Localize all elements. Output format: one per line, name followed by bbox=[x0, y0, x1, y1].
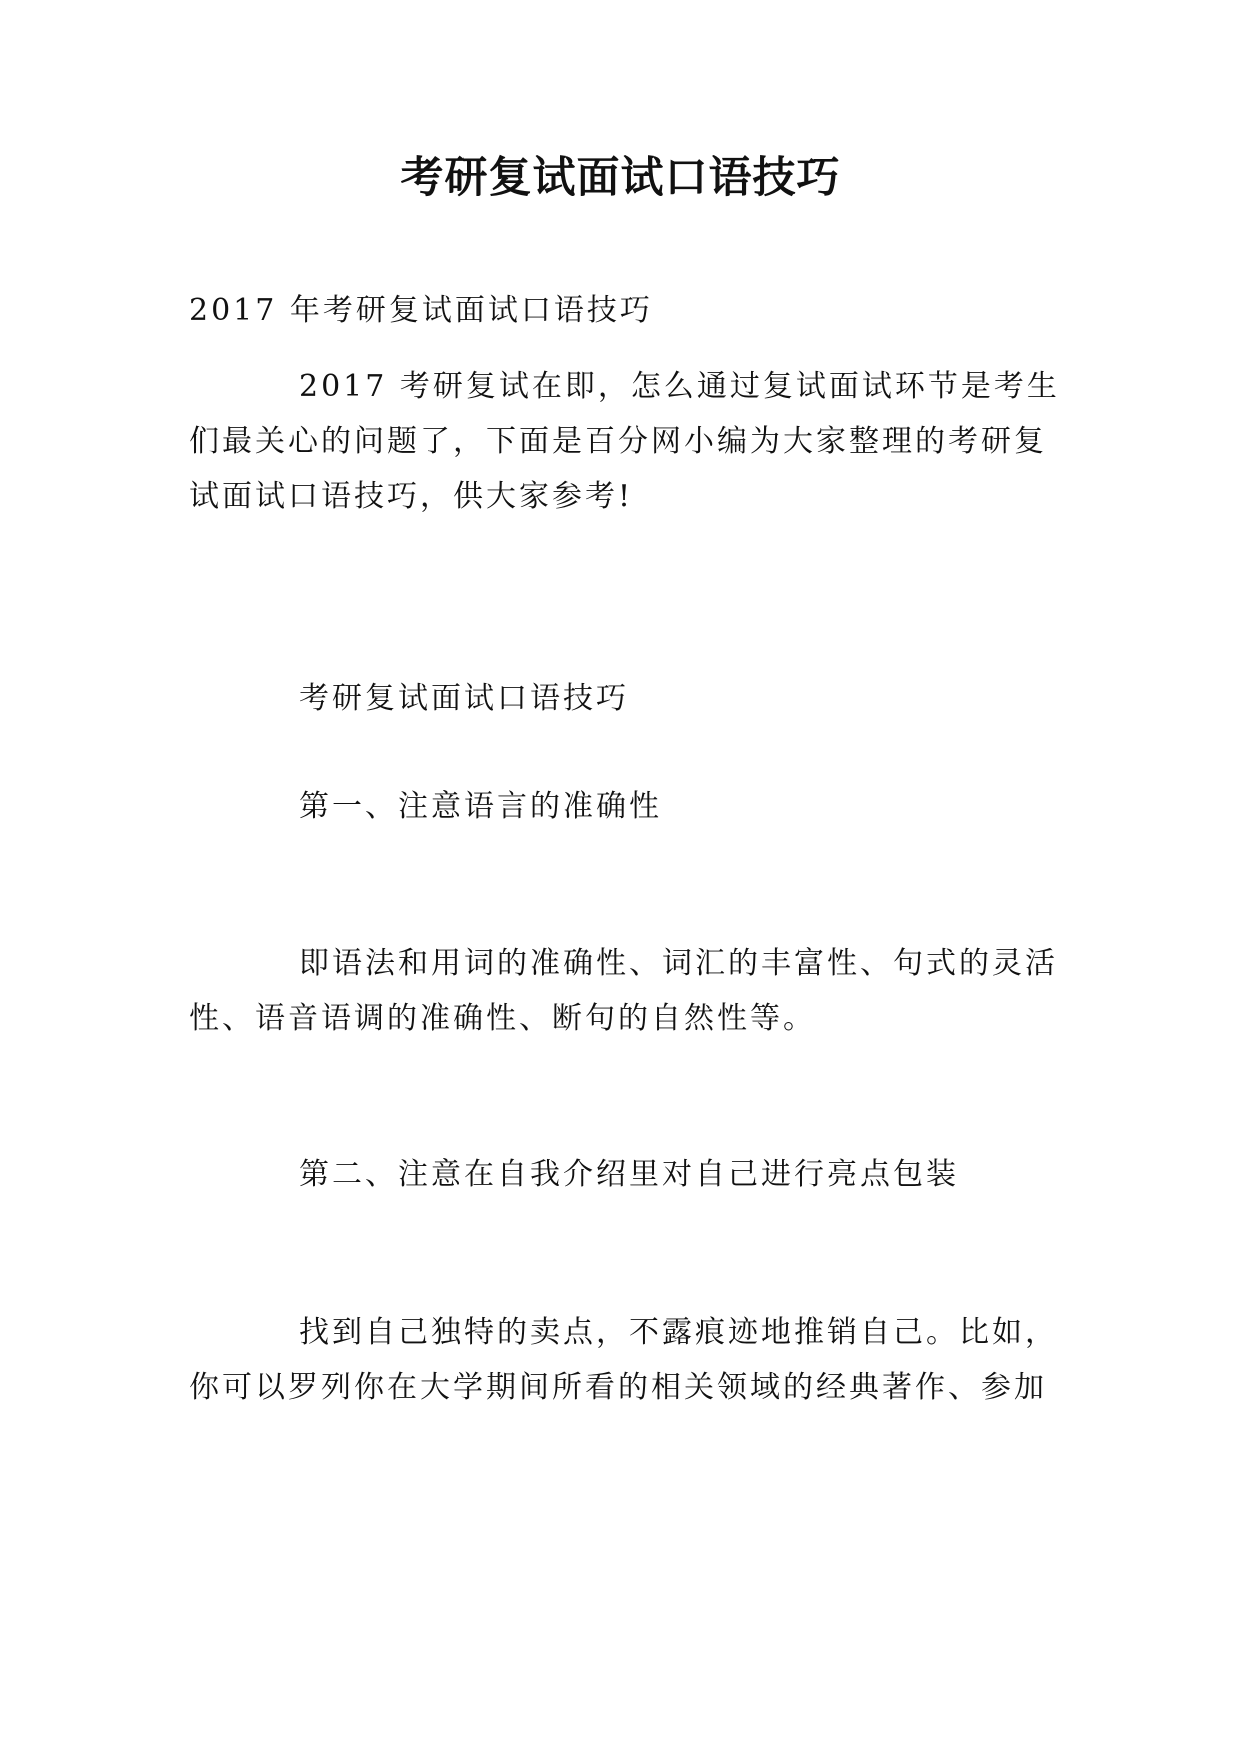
intro-line-1: 2017 考研复试在即，怎么通过复试面试环节是考生 bbox=[299, 369, 1060, 404]
intro-line-2: 们最关心的问题了，下面是百分网小编为大家整理的考研复 bbox=[189, 424, 1047, 459]
point-two-body-line-2: 你可以罗列你在大学期间所看的相关领域的经典著作、参加 bbox=[189, 1370, 1047, 1405]
document-title: 考研复试面试口语技巧 bbox=[400, 153, 841, 203]
point-one-body-line-1: 即语法和用词的准确性、词汇的丰富性、句式的灵活 bbox=[299, 946, 1058, 981]
document-subtitle: 2017 年考研复试面试口语技巧 bbox=[189, 293, 653, 328]
point-two-heading: 第二、注意在自我介绍里对自己进行亮点包装 bbox=[299, 1157, 959, 1192]
point-one-heading: 第一、注意语言的准确性 bbox=[299, 789, 662, 824]
point-one-body-line-2: 性、语音语调的准确性、断句的自然性等。 bbox=[189, 1001, 816, 1036]
point-two-body-line-1: 找到自己独特的卖点，不露痕迹地推销自己。比如， bbox=[299, 1315, 1058, 1350]
section-heading: 考研复试面试口语技巧 bbox=[299, 681, 629, 716]
intro-line-3: 试面试口语技巧，供大家参考! bbox=[189, 479, 634, 514]
